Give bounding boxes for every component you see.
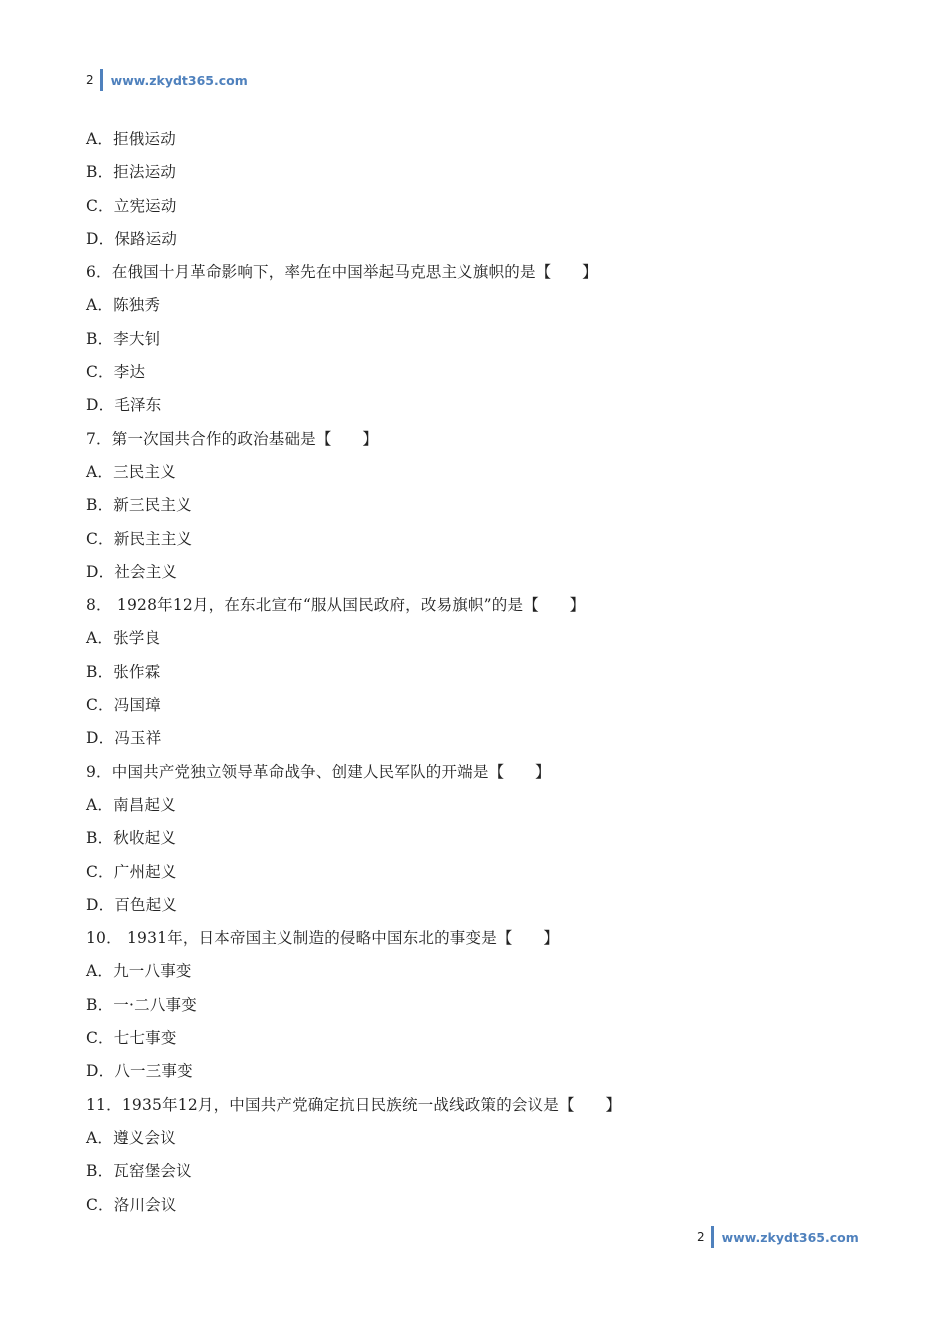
answer-option: B．一·二八事变 bbox=[86, 995, 197, 1014]
text-line: C．立宪运动 bbox=[86, 196, 177, 215]
answer-option: C．李达 bbox=[86, 363, 146, 382]
header-page-number: 2 bbox=[86, 73, 94, 87]
answer-option: A．遵义会议 bbox=[86, 1128, 176, 1147]
answer-option: A．张学良 bbox=[86, 629, 161, 648]
answer-option: B．瓦窑堡会议 bbox=[86, 1162, 192, 1181]
text-line: A．拒俄运动 bbox=[86, 130, 176, 148]
question-stem: 6．在俄国十月革命影响下，率先在中国举起马克思主义旗帜的是【 】 bbox=[86, 263, 598, 282]
answer-option: D．八一三事变 bbox=[86, 1062, 193, 1081]
answer-option: C．新民主主义 bbox=[86, 529, 193, 548]
answer-option: A．陈独秀 bbox=[86, 296, 161, 315]
question-stem: 8． 1928年12月，在东北宣布“服从国民政府，改易旗帜”的是【 】 bbox=[86, 596, 586, 615]
header-site-link[interactable]: www.zkydt365.com bbox=[110, 72, 248, 88]
question-list bbox=[86, 125, 866, 1224]
answer-option: D．冯玉祥 bbox=[86, 729, 162, 748]
text-line: D．保路运动 bbox=[86, 229, 178, 248]
question-stem: 7．第一次国共合作的政治基础是【 】 bbox=[86, 429, 379, 448]
answer-option: C．广州起义 bbox=[86, 862, 177, 881]
answer-option: B．张作霖 bbox=[86, 662, 161, 681]
footer-site-link[interactable]: www.zkydt365.com bbox=[721, 1229, 859, 1245]
answer-option: C．七七事变 bbox=[86, 1029, 177, 1048]
answer-option: D．百色起义 bbox=[86, 895, 178, 914]
answer-option: B．李大钊 bbox=[86, 329, 161, 348]
answer-option: B．秋收起义 bbox=[86, 829, 177, 848]
question-stem: 9．中国共产党独立领导革命战争、创建人民军队的开端是【 】 bbox=[86, 762, 551, 781]
answer-option: C．冯国璋 bbox=[86, 696, 161, 715]
answer-option: A．三民主义 bbox=[86, 462, 176, 481]
footer-page-number: 2 bbox=[697, 1230, 705, 1244]
page-footer bbox=[697, 1225, 859, 1249]
header-divider bbox=[100, 69, 103, 91]
answer-option: C．洛川会议 bbox=[86, 1195, 177, 1214]
answer-option: D．毛泽东 bbox=[86, 396, 162, 415]
answer-option: A．九一八事变 bbox=[86, 962, 192, 981]
answer-option: B．新三民主义 bbox=[86, 496, 192, 515]
footer-divider bbox=[711, 1226, 714, 1248]
answer-option: D．社会主义 bbox=[86, 562, 178, 581]
question-stem: 11．1935年12月，中国共产党确定抗日民族统一战线政策的会议是【 】 bbox=[86, 1095, 622, 1114]
text-line: B．拒法运动 bbox=[86, 163, 177, 182]
question-stem: 10． 1931年，日本帝国主义制造的侵略中国东北的事变是【 】 bbox=[86, 929, 560, 948]
page-header bbox=[86, 68, 248, 92]
answer-option: A．南昌起义 bbox=[86, 795, 176, 814]
